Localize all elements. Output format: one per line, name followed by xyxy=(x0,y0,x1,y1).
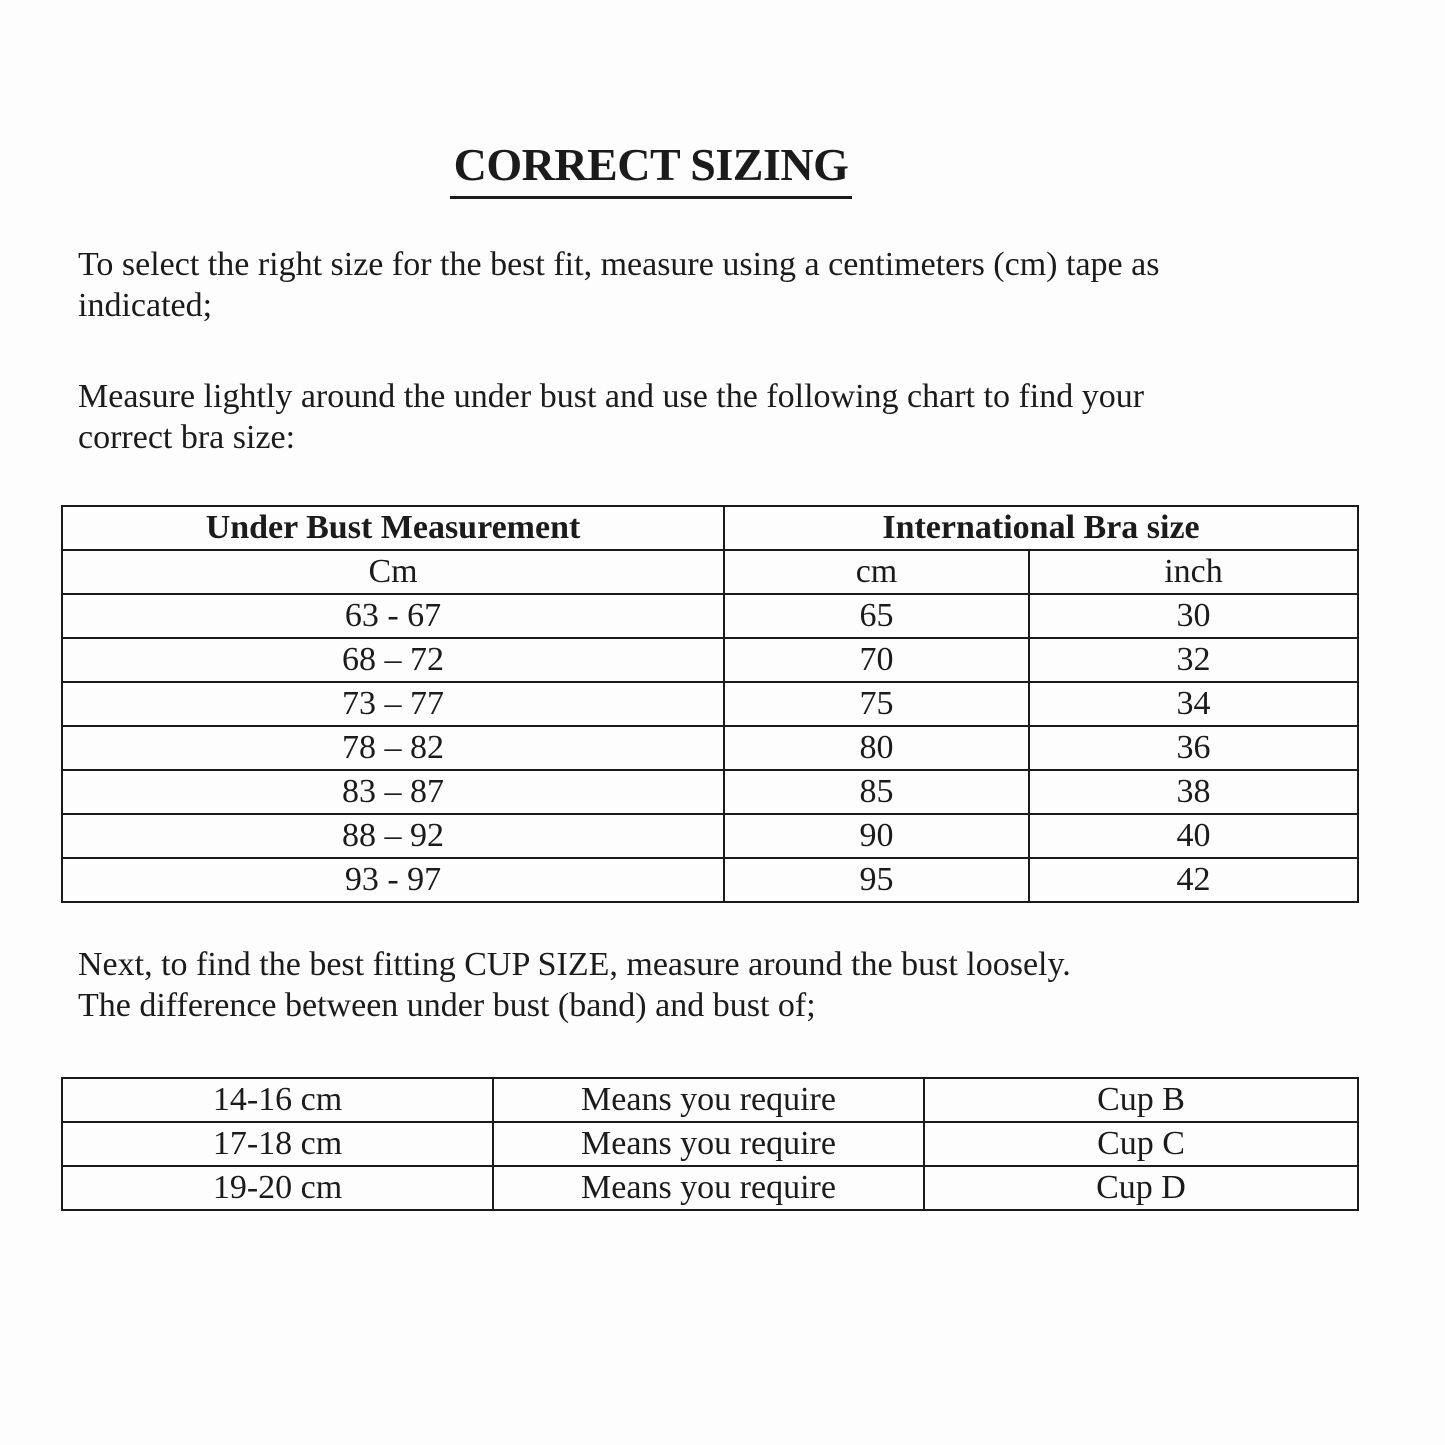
cup-table-row xyxy=(62,1122,1358,1166)
difference-range-cell: 14-16 cm xyxy=(62,1078,493,1122)
under-bust-range-cell: 83 – 87 xyxy=(62,770,724,814)
intro-paragraph-line-2: indicated; xyxy=(78,287,213,324)
cup-size-paragraph xyxy=(78,944,1368,1026)
bra-size-cm-cell: 70 xyxy=(724,638,1029,682)
cup-size-line-1: Next, to find the best fitting CUP SIZE, measure around the bust loosely. xyxy=(78,946,1071,983)
size-table-row xyxy=(62,770,1358,814)
subheader-cm-under-bust: Cm xyxy=(62,550,724,594)
under-bust-range-cell: 88 – 92 xyxy=(62,814,724,858)
size-table-row xyxy=(62,682,1358,726)
size-table-header-row xyxy=(62,506,1358,550)
bra-size-cm-cell: 85 xyxy=(724,770,1029,814)
cup-size-line-2: The difference between under bust (band) and bust of; xyxy=(78,987,816,1024)
means-you-require-cell: Means you require xyxy=(493,1122,924,1166)
intro-paragraph-line-1: To select the right size for the best fit, measure using a centimeters (cm) tape as xyxy=(78,246,1160,283)
under-bust-size-table xyxy=(61,505,1359,903)
bra-size-cm-cell: 95 xyxy=(724,858,1029,902)
difference-range-cell: 19-20 cm xyxy=(62,1166,493,1210)
under-bust-range-cell: 63 - 67 xyxy=(62,594,724,638)
title-container xyxy=(0,140,1302,199)
bra-size-inch-cell: 36 xyxy=(1029,726,1358,770)
size-table-subheader-row xyxy=(62,550,1358,594)
bra-size-inch-cell: 32 xyxy=(1029,638,1358,682)
page-title: CORRECT SIZING xyxy=(450,140,853,199)
size-table-row xyxy=(62,594,1358,638)
measure-instruction-paragraph xyxy=(78,376,1368,458)
size-table-row xyxy=(62,638,1358,682)
cup-letter-cell: Cup D xyxy=(924,1166,1358,1210)
under-bust-range-cell: 93 - 97 xyxy=(62,858,724,902)
bra-size-cm-cell: 65 xyxy=(724,594,1029,638)
under-bust-range-cell: 78 – 82 xyxy=(62,726,724,770)
cup-letter-cell: Cup C xyxy=(924,1122,1358,1166)
bra-size-cm-cell: 90 xyxy=(724,814,1029,858)
subheader-cm-bra-size: cm xyxy=(724,550,1029,594)
subheader-inch-bra-size: inch xyxy=(1029,550,1358,594)
measure-instruction-line-1: Measure lightly around the under bust and use the following chart to find your xyxy=(78,378,1145,415)
under-bust-range-cell: 68 – 72 xyxy=(62,638,724,682)
means-you-require-cell: Means you require xyxy=(493,1078,924,1122)
international-bra-size-header: International Bra size xyxy=(724,506,1358,550)
bra-size-cm-cell: 80 xyxy=(724,726,1029,770)
under-bust-range-cell: 73 – 77 xyxy=(62,682,724,726)
under-bust-measurement-header: Under Bust Measurement xyxy=(62,506,724,550)
bra-size-inch-cell: 40 xyxy=(1029,814,1358,858)
bra-size-inch-cell: 38 xyxy=(1029,770,1358,814)
bra-size-inch-cell: 42 xyxy=(1029,858,1358,902)
cup-letter-cell: Cup B xyxy=(924,1078,1358,1122)
size-table-row xyxy=(62,726,1358,770)
difference-range-cell: 17-18 cm xyxy=(62,1122,493,1166)
size-table-row xyxy=(62,814,1358,858)
bra-size-inch-cell: 30 xyxy=(1029,594,1358,638)
bra-size-cm-cell: 75 xyxy=(724,682,1029,726)
bra-size-inch-cell: 34 xyxy=(1029,682,1358,726)
intro-paragraph xyxy=(78,244,1368,326)
size-table-row xyxy=(62,858,1358,902)
measure-instruction-line-2: correct bra size: xyxy=(78,419,296,456)
cup-size-table xyxy=(61,1077,1359,1211)
cup-table-row xyxy=(62,1078,1358,1122)
means-you-require-cell: Means you require xyxy=(493,1166,924,1210)
cup-table-row xyxy=(62,1166,1358,1210)
